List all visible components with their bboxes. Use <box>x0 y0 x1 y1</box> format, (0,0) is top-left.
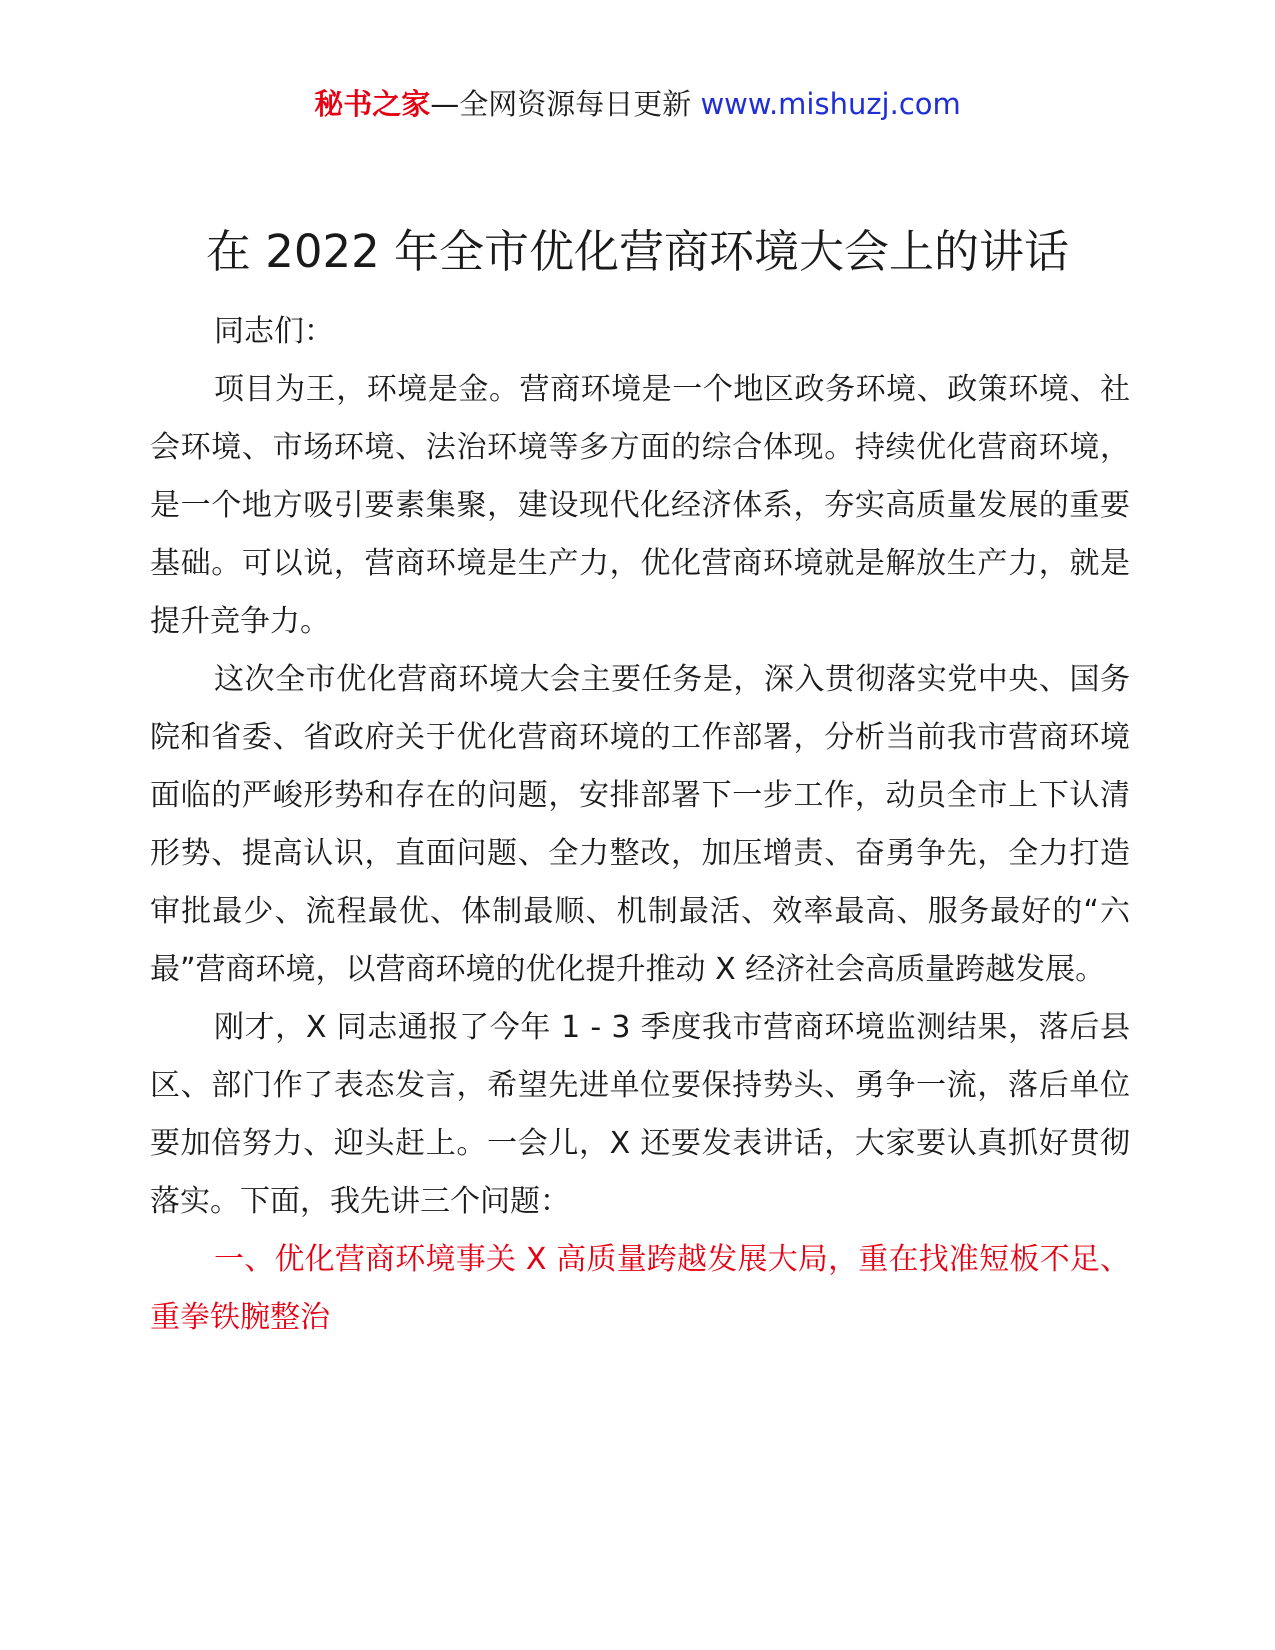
paragraph-1: 项目为王，环境是金。营商环境是一个地区政务环境、政策环境、社会环境、市场环境、法治环境等多方面的综合体现。持续优化营商环境，是一个地方吸引要素集聚，建设现代化经济体系，夯实高质量发展的重要基础。可以说，营商环境是生产力，优化营商环境就是解放生产力，就是提升竞争力。 <box>150 372 1130 639</box>
paragraph-2: 这次全市优化营商环境大会主要任务是，深入贯彻落实党中央、国务院和省委、省政府关于优化营商环境的工作部署，分析当前我市营商环境面临的严峻形势和存在的问题，安排部署下一步工作，动员全市上下认清形势、提高认识，直面问题、全力整改，加压增责、奋勇争先，全力打造审批最少、流程最优、体制最顺、机制最活、效率最高、服务最好的“六最”营商环境，以营商环境的优化提升推动 X 经济社会高质量跨越发展。 <box>150 662 1130 987</box>
site-slogan: —全网资源每日更新 <box>430 87 701 121</box>
salutation: 同志们： <box>214 314 334 349</box>
site-url-link[interactable]: www.mishuzj.com <box>700 87 961 121</box>
site-header <box>0 84 1275 124</box>
document-body <box>150 303 1130 1347</box>
site-brand: 秘书之家 <box>314 87 431 121</box>
section-heading: 一、优化营商环境事关 X 高质量跨越发展大局，重在找准短板不足、重拳铁腕整治 <box>150 1242 1130 1335</box>
paragraph-3: 刚才，X 同志通报了今年 1 - 3 季度我市营商环境监测结果，落后县区、部门作了表态发言，希望先进单位要保持势头、勇争一流，落后单位要加倍努力、迎头赶上。一会儿，X 还要发表讲话，大家要认真抓好贯彻落实。下面，我先讲三个问题： <box>150 1010 1130 1219</box>
document-title: 在 2022 年全市优化营商环境大会上的讲话 <box>205 225 1070 278</box>
